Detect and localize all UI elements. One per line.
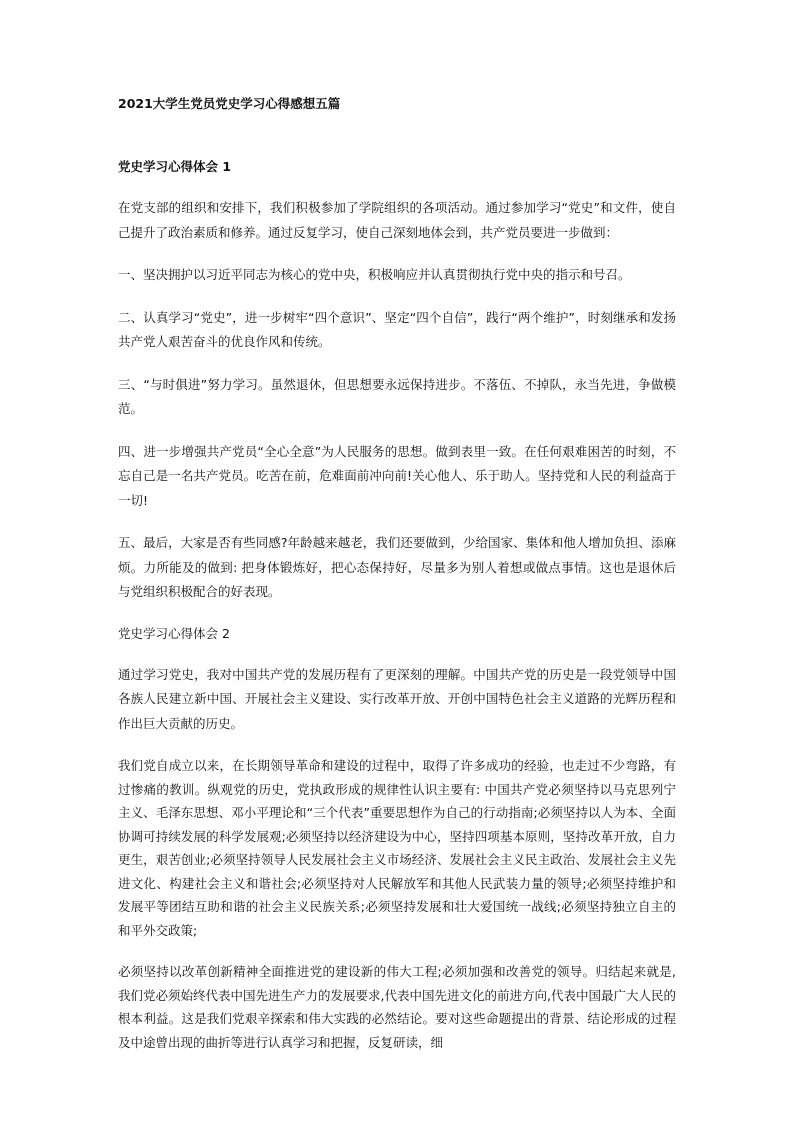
section-1-paragraph-5: 四、进一步增强共产党员“全心全意”为人民服务的思想。做到表里一致。在任何艰难困苦的时刻，不忘自己是一名共产党员。吃苦在前，危难面前冲向前!关心他人、乐于助人。坚持党和人民的利益高于一切! xyxy=(118,443,676,508)
section-1-paragraph-4: 三、“与时俱进”努力学习。虽然退休，但思想要永远保持进步。不落伍、不掉队，永当先进，争做模范。 xyxy=(118,376,676,416)
section-heading-1: 党史学习心得体会 1 xyxy=(118,159,232,174)
section-1-paragraph-1: 在党支部的组织和安排下，我们积极参加了学院组织的各项活动。通过参加学习“党史”和文件，使自己提升了政治素质和修养。通过反复学习，使自己深刻地体会到，共产党员要进一步做到： xyxy=(118,200,676,240)
section-1-paragraph-2: 一、坚决拥护以习近平同志为核心的党中央，积极响应并认真贯彻执行党中央的指示和号召。 xyxy=(118,267,631,282)
section-1-paragraph-3: 二、认真学习“党史”，进一步树牢“四个意识”、坚定“四个自信”，践行“两个维护”，时刻继承和发扬共产党人艰苦奋斗的优良作风和传统。 xyxy=(118,309,676,349)
section-2-paragraph-3: 必须坚持以改革创新精神全面推进党的建设新的伟大工程;必须加强和改善党的领导。归结起来就是,我们党必须始终代表中国先进生产力的发展要求,代表中国先进文化的前进方向,代表中国最广大人民的根本利益。这是我们党艰辛探索和伟大实践的必然结论。要对这些命题提出的背景、结论形成的过程及中途曾出现的曲折等进行认真学习和把握，反复研读，细 xyxy=(118,964,676,1050)
document-title: 2021大学生党员党史学习心得感想五篇 xyxy=(118,96,341,111)
section-heading-2: 党史学习心得体会 2 xyxy=(118,625,230,641)
document-body xyxy=(118,92,676,1072)
section-1-paragraph-6: 五、最后，大家是否有些同感?年龄越来越老，我们还要做到，少给国家、集体和他人增加负担、添麻烦。力所能及的做到: 把身体锻炼好，把心态保持好，尽量多为别人着想或做点事情。这也是退休后与党组织积极配合的好表现。 xyxy=(118,535,676,599)
section-2-paragraph-1: 通过学习党史，我对中国共产党的发展历程有了更深刻的理解。中国共产党的历史是一段党领导中国各族人民建立新中国、开展社会主义建设、实行改革开放、开创中国特色社会主义道路的光辉历程和作出巨大贡献的历史。 xyxy=(118,666,676,731)
section-2-paragraph-2: 我们党自成立以来，在长期领导革命和建设的过程中，取得了许多成功的经验，也走过不少弯路，有过惨痛的教训。纵观党的历史，党执政形成的规律性认识主要有: 中国共产党必须坚持以马克思列宁主义、毛泽东思想、邓小平理论和“三个代表”重要思想作为自己的行动指南;必须坚持以人为本、全面协调可持续发展的科学发展观;必须坚持以经济建设为中心，坚持四项基本原则，坚持改革开放，自力更生，艰苦创业;必须坚持领导人民发展社会主义市场经济、发展社会主义民主政治、发展社会主义先进文化、构建社会主义和谐社会;必须坚持对人民解放军和其他人民武装力量的领导;必须坚持维护和发展平等团结互助和谐的社会主义民族关系;必须坚持发展和壮大爱国统一战线;必须坚持独立自主的和平外交政策; xyxy=(118,758,676,938)
